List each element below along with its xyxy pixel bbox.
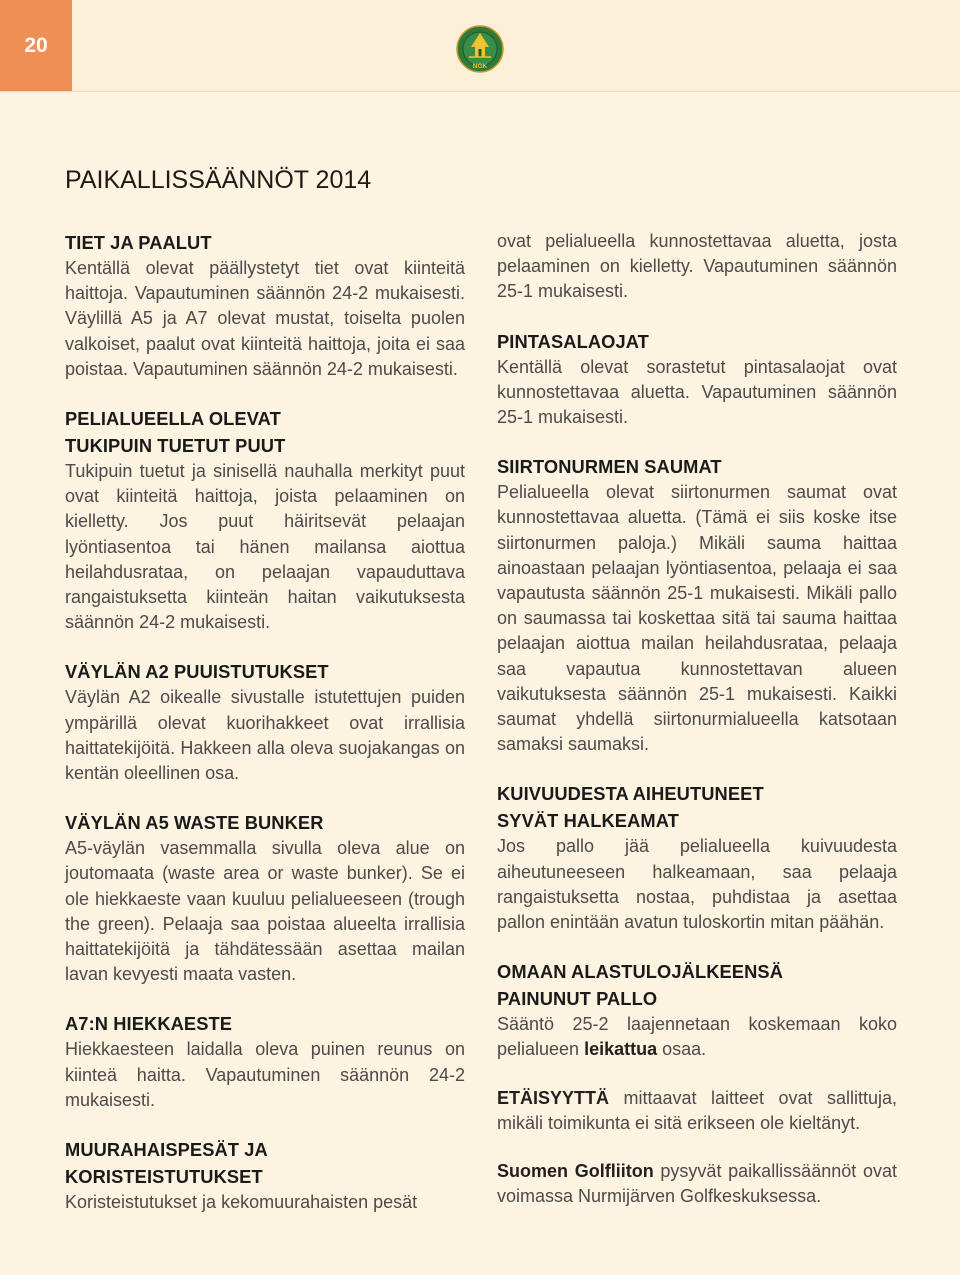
section-a2-puuistutukset	[65, 658, 465, 786]
section-heading-line-2: TUKIPUIN TUETUT PUUT	[65, 435, 286, 457]
section-heading: VÄYLÄN A2 PUUISTUTUKSET	[65, 661, 329, 683]
section-etaisyytta	[497, 1086, 897, 1136]
section-text: Jos pallo jää pelialueella kuivuudesta aiheutuneeseen halkeamaan, saa pelaaja rangaistuksetta nostaa, puhdistaa ja asettaa pallon enintään avatun tuloskortin mitan päähän.	[497, 836, 897, 933]
section-heading: OMAAN ALASTULOJÄLKEENSÄ	[497, 961, 783, 983]
section-text: Tukipuin tuetut ja sinisellä nauhalla merkityt puut ovat kiinteitä haittoja, joista pelaaminen on kielletty. Jos puut häiritsevät pelaajan lyöntiasentoa tai hänen mailansa aiottua heilahdusrataa, on pelaajan vapauduttava rangaistuksetta kiinteän haitan vaikutuksesta säännön 24-2 mukaisesti.	[65, 461, 465, 633]
emphasis-text: leikattua	[584, 1039, 658, 1060]
section-text: A5-väylän vasemmalla sivulla oleva alue on joutomaata (waste area or waste bunker). Se ei ole hiekkaeste vaan kuuluu pelialueeseen (trough the green). Pelaaja saa poistaa alueelta irrallisia haittatekijöitä ja tähdätessään asettaa mailan lavan kevyesti maata vasten.	[65, 838, 465, 985]
section-text: Kentällä olevat sorastetut pintasalaojat ovat kunnostettavaa aluetta. Vapautuminen säännön 25-1 mukaisesti.	[497, 356, 897, 428]
section-tiet-ja-paalut	[65, 229, 465, 382]
section-muurahaispesat	[65, 1136, 465, 1215]
logo-text: NGK	[472, 63, 488, 70]
section-text: Koristeistutukset ja kekomuurahaisten pesät	[65, 1192, 418, 1213]
text-part: Sääntö 25-2 laajennetaan koskemaan koko pelialueen	[497, 1014, 897, 1060]
section-pintasalaojat	[497, 328, 897, 431]
section-tukipuin-tuetut-puut	[65, 405, 465, 635]
section-syvat-halkeamat	[497, 780, 897, 935]
section-text	[497, 1159, 897, 1209]
text-part: mittaavat laitteet ovat sallittuja, mikäli toimikunta ei sitä erikseen ole kieltänyt.	[497, 1087, 897, 1133]
section-heading-line-2: SYVÄT HALKEAMAT	[497, 810, 679, 832]
section-heading: KUIVUUDESTA AIHEUTUNEET	[497, 783, 764, 805]
lead-word: ETÄISYYTTÄ	[497, 1087, 610, 1108]
section-heading: VÄYLÄN A5 WASTE BUNKER	[65, 812, 324, 834]
section-a7-hiekkaeste	[65, 1010, 465, 1113]
section-heading: A7:N HIEKKAESTE	[65, 1013, 233, 1035]
section-heading-line-2: KORISTEISTUTUKSET	[65, 1166, 263, 1188]
section-painunut-pallo	[497, 958, 897, 1062]
text-part: pysyvät paikallissäännöt ovat voimassa Nurmijärven Golfkeskuksessa.	[497, 1161, 897, 1207]
section-siirtonurmen-saumat	[497, 453, 897, 757]
club-logo-icon	[456, 25, 504, 73]
section-heading: SIIRTONURMEN SAUMAT	[497, 456, 722, 478]
left-column	[65, 229, 465, 1238]
page-number-tab	[0, 0, 72, 91]
section-heading: PINTASALAOJAT	[497, 330, 649, 352]
text-part: osaa.	[657, 1039, 707, 1060]
section-text	[497, 1086, 897, 1136]
section-continued-text	[497, 229, 897, 305]
section-text: Väylän A2 oikealle sivustalle istutettujen puiden ympärillä olevat kuorihakkeet ovat irrallisia haittatekijöitä. Hakkeen alla oleva suojakangas on kentän oleellinen osa.	[65, 687, 465, 784]
section-heading: MUURAHAISPESÄT JA	[65, 1139, 268, 1161]
section-text: ovat pelialueella kunnostettavaa aluetta, josta pelaaminen on kielletty. Vapautuminen säännön 25-1 mukaisesti.	[497, 231, 897, 302]
section-text: Hiekkaesteen laidalla oleva puinen reunus on kiinteä haitta. Vapautuminen säännön 24-2 mukaisesti.	[65, 1039, 465, 1110]
section-text: Kentällä olevat päällystetyt tiet ovat kiinteitä haittoja. Vapautuminen säännön 24-2 mukaisesti. Väylillä A5 ja A7 olevat mustat, toiselta puolen valkoiset, paalut ovat kiinteitä haittoja, joita ei saa poistaa. Vapautuminen säännön 24-2 mukaisesti.	[65, 258, 465, 379]
section-heading: PELIALUEELLA OLEVAT	[65, 408, 281, 430]
section-golfliitto	[497, 1159, 897, 1209]
section-a5-waste-bunker	[65, 809, 465, 987]
page-title: PAIKALLISSÄÄNNÖT 2014	[65, 166, 372, 194]
section-text	[497, 1012, 897, 1062]
lead-word: Suomen Golfliiton	[497, 1161, 654, 1182]
section-heading-line-2: PAINUNUT PALLO	[497, 988, 658, 1010]
section-heading: TIET JA PAALUT	[65, 232, 212, 253]
page-number: 20	[24, 34, 48, 57]
right-column	[497, 229, 897, 1232]
page-header	[0, 0, 960, 92]
section-text: Pelialueella olevat siirtonurmen saumat ovat kunnostettavaa aluetta. (Tämä ei siis koske itse siirtonurmen paloja.) Mikäli sauma haittaa ainoastaan pelaajan lyöntiasentoa, pelaaja ei saa vapautusta säännön 25-1 mukaisesti. Mikäli pallo on saumassa tai koskettaa sitä tai sauma haittaa pelaajan aiottua mailan heilahdusrataa, pelaaja saa vapautua kunnostettavan alueen vaikutuksesta säännön 25-1 mukaisesti. Kaikki saumat yhdellä siirtonurmialueella katsotaan samaksi saumaksi.	[497, 482, 897, 755]
